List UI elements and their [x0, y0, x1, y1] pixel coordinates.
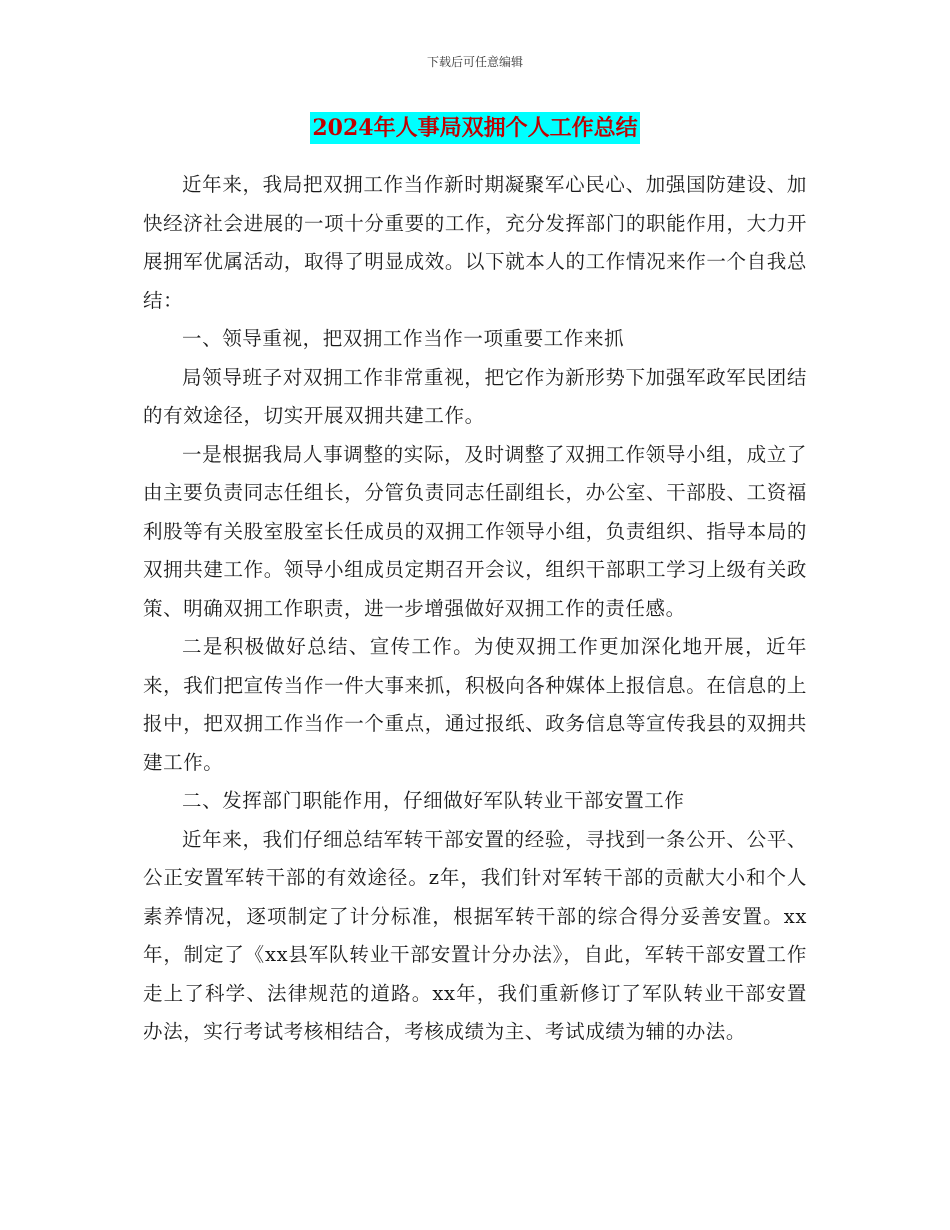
paragraph: 一是根据我局人事调整的实际，及时调整了双拥工作领导小组，成立了由主要负责同志任组长，分管负责同志任副组长，办公室、干部股、工资福利股等有关股室股室长任成员的双拥工作领导小组，负责组织、指导本局的双拥共建工作。领导小组成员定期召开会议，组织干部职工学习上级有关政策、明确双拥工作职责，进一步增强做好双拥工作的责任感。 — [143, 442, 807, 620]
section-heading-1: 一、领导重视，把双拥工作当作一项重要工作来抓 — [182, 327, 625, 350]
document-body — [143, 166, 807, 1052]
document-title: 2024年人事局双拥个人工作总结 — [310, 112, 639, 144]
title-container — [0, 112, 950, 144]
section-heading-2: 二、发挥部门职能作用，仔细做好军队转业干部安置工作 — [182, 789, 685, 812]
paragraph: 二是积极做好总结、宣传工作。为使双拥工作更加深化地开展，近年来，我们把宣传当作一件大事来抓，积极向各种媒体上报信息。在信息的上报中，把双拥工作当作一个重点，通过报纸、政务信息等宣传我县的双拥共建工作。 — [143, 635, 807, 774]
paragraph-intro: 近年来，我局把双拥工作当作新时期凝聚军心民心、加强国防建设、加快经济社会进展的一项十分重要的工作，充分发挥部门的职能作用，大力开展拥军优属活动，取得了明显成效。以下就本人的工作情况来作一个自我总结： — [143, 173, 807, 312]
paragraph: 局领导班子对双拥工作非常重视，把它作为新形势下加强军政军民团结的有效途径，切实开展双拥共建工作。 — [143, 365, 807, 427]
page-header: 下载后可任意编辑 — [426, 55, 523, 69]
paragraph: 近年来，我们仔细总结军转干部安置的经验，寻找到一条公开、公平、公正安置军转干部的有效途径。z年，我们针对军转干部的贡献大小和个人素养情况，逐项制定了计分标准，根据军转干部的综合得分妥善安置。xx年，制定了《xx县军队转业干部安置计分办法》，自此，军转干部安置工作走上了科学、法律规范的道路。xx年，我们重新修订了军队转业干部安置办法，实行考试考核相结合，考核成绩为主、考试成绩为辅的办法。 — [143, 827, 807, 1043]
